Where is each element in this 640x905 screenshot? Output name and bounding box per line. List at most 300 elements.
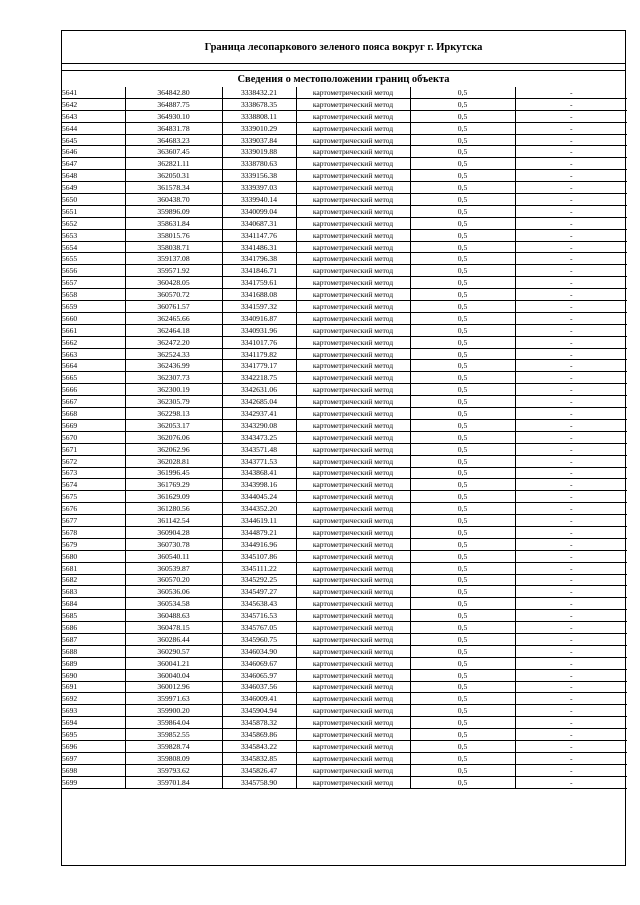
determination-method: картометрический метод [296,633,410,645]
table-row [62,503,627,515]
point-number: 5666 [62,384,125,396]
accuracy-value: 0,5 [410,431,515,443]
coordinate-y: 3343998.16 [222,479,296,491]
point-number: 5664 [62,360,125,372]
description-cell: - [515,110,627,122]
coordinate-y: 3346034.90 [222,645,296,657]
description-cell: - [515,598,627,610]
determination-method: картометрический метод [296,562,410,574]
coordinate-y: 3340687.31 [222,217,296,229]
accuracy-value: 0,5 [410,455,515,467]
accuracy-value: 0,5 [410,301,515,313]
description-cell: - [515,610,627,622]
point-number: 5657 [62,277,125,289]
accuracy-value: 0,5 [410,622,515,634]
point-number: 5681 [62,562,125,574]
description-cell: - [515,194,627,206]
description-cell: - [515,396,627,408]
table-row [62,729,627,741]
coordinate-y: 3345878.32 [222,717,296,729]
table-row [62,526,627,538]
description-cell: - [515,729,627,741]
determination-method: картометрический метод [296,110,410,122]
coordinate-y: 3345638.43 [222,598,296,610]
table-row [62,98,627,110]
accuracy-value: 0,5 [410,669,515,681]
coordinate-x: 361142.54 [125,515,222,527]
table-row [62,693,627,705]
description-cell: - [515,740,627,752]
accuracy-value: 0,5 [410,277,515,289]
point-number: 5658 [62,289,125,301]
coordinate-x: 359793.62 [125,764,222,776]
accuracy-value: 0,5 [410,681,515,693]
coordinate-x: 364887.75 [125,98,222,110]
determination-method: картометрический метод [296,134,410,146]
point-number: 5653 [62,229,125,241]
coordinate-y: 3343868.41 [222,467,296,479]
table-row [62,324,627,336]
coordinate-x: 360478.15 [125,622,222,634]
table-row [62,396,627,408]
point-number: 5643 [62,110,125,122]
coordinate-x: 358631.84 [125,217,222,229]
coordinate-x: 359852.55 [125,729,222,741]
coordinate-x: 362305.79 [125,396,222,408]
coordinate-x: 359896.09 [125,205,222,217]
description-cell: - [515,336,627,348]
accuracy-value: 0,5 [410,289,515,301]
description-cell: - [515,622,627,634]
accuracy-value: 0,5 [410,443,515,455]
coordinate-x: 360536.06 [125,586,222,598]
description-cell: - [515,693,627,705]
table-row [62,538,627,550]
point-number: 5679 [62,538,125,550]
point-number: 5670 [62,431,125,443]
point-number: 5660 [62,312,125,324]
coordinate-y: 3342218.75 [222,372,296,384]
coordinates-table [62,87,627,789]
determination-method: картометрический метод [296,752,410,764]
description-cell: - [515,419,627,431]
description-cell: - [515,289,627,301]
table-row [62,182,627,194]
point-number: 5684 [62,598,125,610]
coordinate-y: 3340099.04 [222,205,296,217]
accuracy-value: 0,5 [410,408,515,420]
accuracy-value: 0,5 [410,312,515,324]
table-row [62,455,627,467]
point-number: 5650 [62,194,125,206]
coordinate-x: 359828.74 [125,740,222,752]
table-row [62,312,627,324]
coordinate-y: 3341846.71 [222,265,296,277]
point-number: 5677 [62,515,125,527]
coordinate-x: 358015.76 [125,229,222,241]
coordinate-y: 3338808.11 [222,110,296,122]
description-cell: - [515,205,627,217]
accuracy-value: 0,5 [410,526,515,538]
table-row [62,776,627,788]
determination-method: картометрический метод [296,705,410,717]
point-number: 5675 [62,491,125,503]
coordinate-x: 359701.84 [125,776,222,788]
accuracy-value: 0,5 [410,562,515,574]
table-row [62,110,627,122]
determination-method: картометрический метод [296,182,410,194]
point-number: 5676 [62,503,125,515]
table-row [62,717,627,729]
determination-method: картометрический метод [296,717,410,729]
coordinate-y: 3343473.25 [222,431,296,443]
description-cell: - [515,467,627,479]
coordinate-y: 3345869.86 [222,729,296,741]
point-number: 5654 [62,241,125,253]
description-cell: - [515,633,627,645]
coordinate-x: 362298.13 [125,408,222,420]
point-number: 5651 [62,205,125,217]
description-cell: - [515,360,627,372]
accuracy-value: 0,5 [410,752,515,764]
accuracy-value: 0,5 [410,110,515,122]
point-number: 5669 [62,419,125,431]
table-row [62,669,627,681]
coordinate-x: 364831.78 [125,122,222,134]
point-number: 5667 [62,396,125,408]
coordinate-x: 361769.29 [125,479,222,491]
coordinate-y: 3345497.27 [222,586,296,598]
table-row [62,194,627,206]
determination-method: картометрический метод [296,408,410,420]
point-number: 5683 [62,586,125,598]
point-number: 5698 [62,764,125,776]
description-cell: - [515,491,627,503]
point-number: 5665 [62,372,125,384]
determination-method: картометрический метод [296,622,410,634]
description-cell: - [515,645,627,657]
table-row [62,705,627,717]
coordinate-y: 3346037.56 [222,681,296,693]
accuracy-value: 0,5 [410,705,515,717]
coordinate-y: 3339156.38 [222,170,296,182]
description-cell: - [515,348,627,360]
accuracy-value: 0,5 [410,384,515,396]
description-cell: - [515,241,627,253]
table-row [62,633,627,645]
accuracy-value: 0,5 [410,503,515,515]
coordinate-y: 3345826.47 [222,764,296,776]
point-number: 5645 [62,134,125,146]
coordinate-x: 360540.11 [125,550,222,562]
accuracy-value: 0,5 [410,574,515,586]
accuracy-value: 0,5 [410,122,515,134]
description-cell: - [515,324,627,336]
coordinate-y: 3338780.63 [222,158,296,170]
accuracy-value: 0,5 [410,479,515,491]
table-row [62,158,627,170]
determination-method: картометрический метод [296,729,410,741]
coordinate-x: 361996.45 [125,467,222,479]
point-number: 5648 [62,170,125,182]
accuracy-value: 0,5 [410,419,515,431]
accuracy-value: 0,5 [410,693,515,705]
table-row [62,146,627,158]
coordinates-table-body [62,87,627,788]
accuracy-value: 0,5 [410,98,515,110]
accuracy-value: 0,5 [410,205,515,217]
coordinate-x: 362436.99 [125,360,222,372]
determination-method: картометрический метод [296,479,410,491]
coordinate-x: 364930.10 [125,110,222,122]
determination-method: картометрический метод [296,467,410,479]
point-number: 5649 [62,182,125,194]
accuracy-value: 0,5 [410,610,515,622]
description-cell: - [515,301,627,313]
description-cell: - [515,764,627,776]
coordinate-x: 360539.87 [125,562,222,574]
description-cell: - [515,372,627,384]
accuracy-value: 0,5 [410,645,515,657]
coordinate-x: 360041.21 [125,657,222,669]
determination-method: картометрический метод [296,491,410,503]
description-cell: - [515,479,627,491]
description-cell: - [515,657,627,669]
table-row [62,443,627,455]
determination-method: картометрический метод [296,122,410,134]
coordinate-x: 360012.96 [125,681,222,693]
determination-method: картометрический метод [296,146,410,158]
coordinate-y: 3339940.14 [222,194,296,206]
point-number: 5690 [62,669,125,681]
description-cell: - [515,752,627,764]
accuracy-value: 0,5 [410,729,515,741]
determination-method: картометрический метод [296,550,410,562]
determination-method: картометрический метод [296,194,410,206]
point-number: 5692 [62,693,125,705]
point-number: 5680 [62,550,125,562]
description-cell: - [515,408,627,420]
coordinate-y: 3345960.75 [222,633,296,645]
determination-method: картометрический метод [296,740,410,752]
description-cell: - [515,443,627,455]
point-number: 5652 [62,217,125,229]
table-row [62,491,627,503]
table-row [62,170,627,182]
coordinate-y: 3345292.25 [222,574,296,586]
section-subtitle: Сведения о местоположении границ объекта [237,74,450,85]
accuracy-value: 0,5 [410,134,515,146]
determination-method: картометрический метод [296,776,410,788]
point-number: 5659 [62,301,125,313]
accuracy-value: 0,5 [410,348,515,360]
determination-method: картометрический метод [296,455,410,467]
description-cell: - [515,253,627,265]
accuracy-value: 0,5 [410,372,515,384]
description-cell: - [515,515,627,527]
coordinate-y: 3341779.17 [222,360,296,372]
determination-method: картометрический метод [296,348,410,360]
description-cell: - [515,455,627,467]
description-cell: - [515,705,627,717]
coordinate-x: 360428.05 [125,277,222,289]
determination-method: картометрический метод [296,396,410,408]
description-cell: - [515,562,627,574]
description-cell: - [515,170,627,182]
determination-method: картометрический метод [296,538,410,550]
determination-method: картометрический метод [296,360,410,372]
table-row [62,586,627,598]
description-cell: - [515,586,627,598]
coordinate-x: 362028.81 [125,455,222,467]
determination-method: картометрический метод [296,253,410,265]
coordinate-x: 361280.56 [125,503,222,515]
determination-method: картометрический метод [296,241,410,253]
accuracy-value: 0,5 [410,194,515,206]
coordinate-x: 363607.45 [125,146,222,158]
coordinate-y: 3341179.82 [222,348,296,360]
description-cell: - [515,229,627,241]
header-separator [62,64,625,71]
coordinate-x: 359864.04 [125,717,222,729]
accuracy-value: 0,5 [410,217,515,229]
description-cell: - [515,550,627,562]
coordinate-x: 362464.18 [125,324,222,336]
table-row [62,598,627,610]
table-row [62,205,627,217]
point-number: 5642 [62,98,125,110]
determination-method: картометрический метод [296,419,410,431]
description-cell: - [515,669,627,681]
accuracy-value: 0,5 [410,764,515,776]
determination-method: картометрический метод [296,289,410,301]
table-row [62,479,627,491]
description-cell: - [515,182,627,194]
point-number: 5686 [62,622,125,634]
description-cell: - [515,87,627,98]
point-number: 5697 [62,752,125,764]
table-row [62,372,627,384]
accuracy-value: 0,5 [410,87,515,98]
coordinate-y: 3345716.53 [222,610,296,622]
determination-method: картометрический метод [296,265,410,277]
coordinate-y: 3345832.85 [222,752,296,764]
accuracy-value: 0,5 [410,538,515,550]
determination-method: картометрический метод [296,503,410,515]
accuracy-value: 0,5 [410,657,515,669]
table-row [62,265,627,277]
coordinate-x: 361578.34 [125,182,222,194]
point-number: 5641 [62,87,125,98]
coordinate-x: 364683.23 [125,134,222,146]
accuracy-value: 0,5 [410,550,515,562]
determination-method: картометрический метод [296,526,410,538]
description-cell: - [515,384,627,396]
coordinate-y: 3345767.05 [222,622,296,634]
coordinate-y: 3346065.97 [222,669,296,681]
coordinate-y: 3344916.96 [222,538,296,550]
table-row [62,622,627,634]
document-frame [61,30,626,866]
point-number: 5656 [62,265,125,277]
determination-method: картометрический метод [296,693,410,705]
coordinate-x: 360904.28 [125,526,222,538]
coordinate-y: 3340931.96 [222,324,296,336]
coordinate-y: 3344352.20 [222,503,296,515]
coordinate-y: 3346009.41 [222,693,296,705]
coordinate-y: 3345904.94 [222,705,296,717]
determination-method: картометрический метод [296,277,410,289]
point-number: 5672 [62,455,125,467]
coordinate-x: 359971.63 [125,693,222,705]
table-row [62,467,627,479]
coordinate-x: 360040.04 [125,669,222,681]
point-number: 5674 [62,479,125,491]
description-cell: - [515,431,627,443]
accuracy-value: 0,5 [410,324,515,336]
accuracy-value: 0,5 [410,170,515,182]
coordinate-y: 3339010.29 [222,122,296,134]
determination-method: картометрический метод [296,598,410,610]
determination-method: картометрический метод [296,610,410,622]
accuracy-value: 0,5 [410,146,515,158]
coordinate-y: 3343571.48 [222,443,296,455]
coordinate-y: 3341688.08 [222,289,296,301]
coordinate-y: 3342937.41 [222,408,296,420]
determination-method: картометрический метод [296,384,410,396]
coordinate-x: 362053.17 [125,419,222,431]
point-number: 5646 [62,146,125,158]
table-row [62,610,627,622]
table-row [62,229,627,241]
coordinate-y: 3341147.76 [222,229,296,241]
coordinate-x: 362300.19 [125,384,222,396]
accuracy-value: 0,5 [410,586,515,598]
point-number: 5693 [62,705,125,717]
accuracy-value: 0,5 [410,717,515,729]
table-row [62,740,627,752]
table-row [62,384,627,396]
coordinate-y: 3345111.22 [222,562,296,574]
table-row [62,681,627,693]
point-number: 5662 [62,336,125,348]
accuracy-value: 0,5 [410,515,515,527]
table-row [62,134,627,146]
accuracy-value: 0,5 [410,776,515,788]
coordinate-x: 362821.11 [125,158,222,170]
coordinate-x: 364842.80 [125,87,222,98]
coordinate-x: 360534.58 [125,598,222,610]
determination-method: картометрический метод [296,681,410,693]
determination-method: картометрический метод [296,657,410,669]
description-cell: - [515,265,627,277]
coordinate-y: 3342631.06 [222,384,296,396]
coordinate-x: 360570.20 [125,574,222,586]
coordinate-y: 3338678.35 [222,98,296,110]
table-row [62,408,627,420]
accuracy-value: 0,5 [410,740,515,752]
coordinate-x: 359571.92 [125,265,222,277]
document-title: Граница лесопаркового зеленого пояса вокруг г. Иркутска [62,31,625,64]
determination-method: картометрический метод [296,205,410,217]
table-row [62,336,627,348]
coordinate-y: 3340916.87 [222,312,296,324]
coordinate-y: 3344879.21 [222,526,296,538]
coordinate-x: 360290.57 [125,645,222,657]
accuracy-value: 0,5 [410,253,515,265]
point-number: 5678 [62,526,125,538]
coordinate-x: 360730.78 [125,538,222,550]
